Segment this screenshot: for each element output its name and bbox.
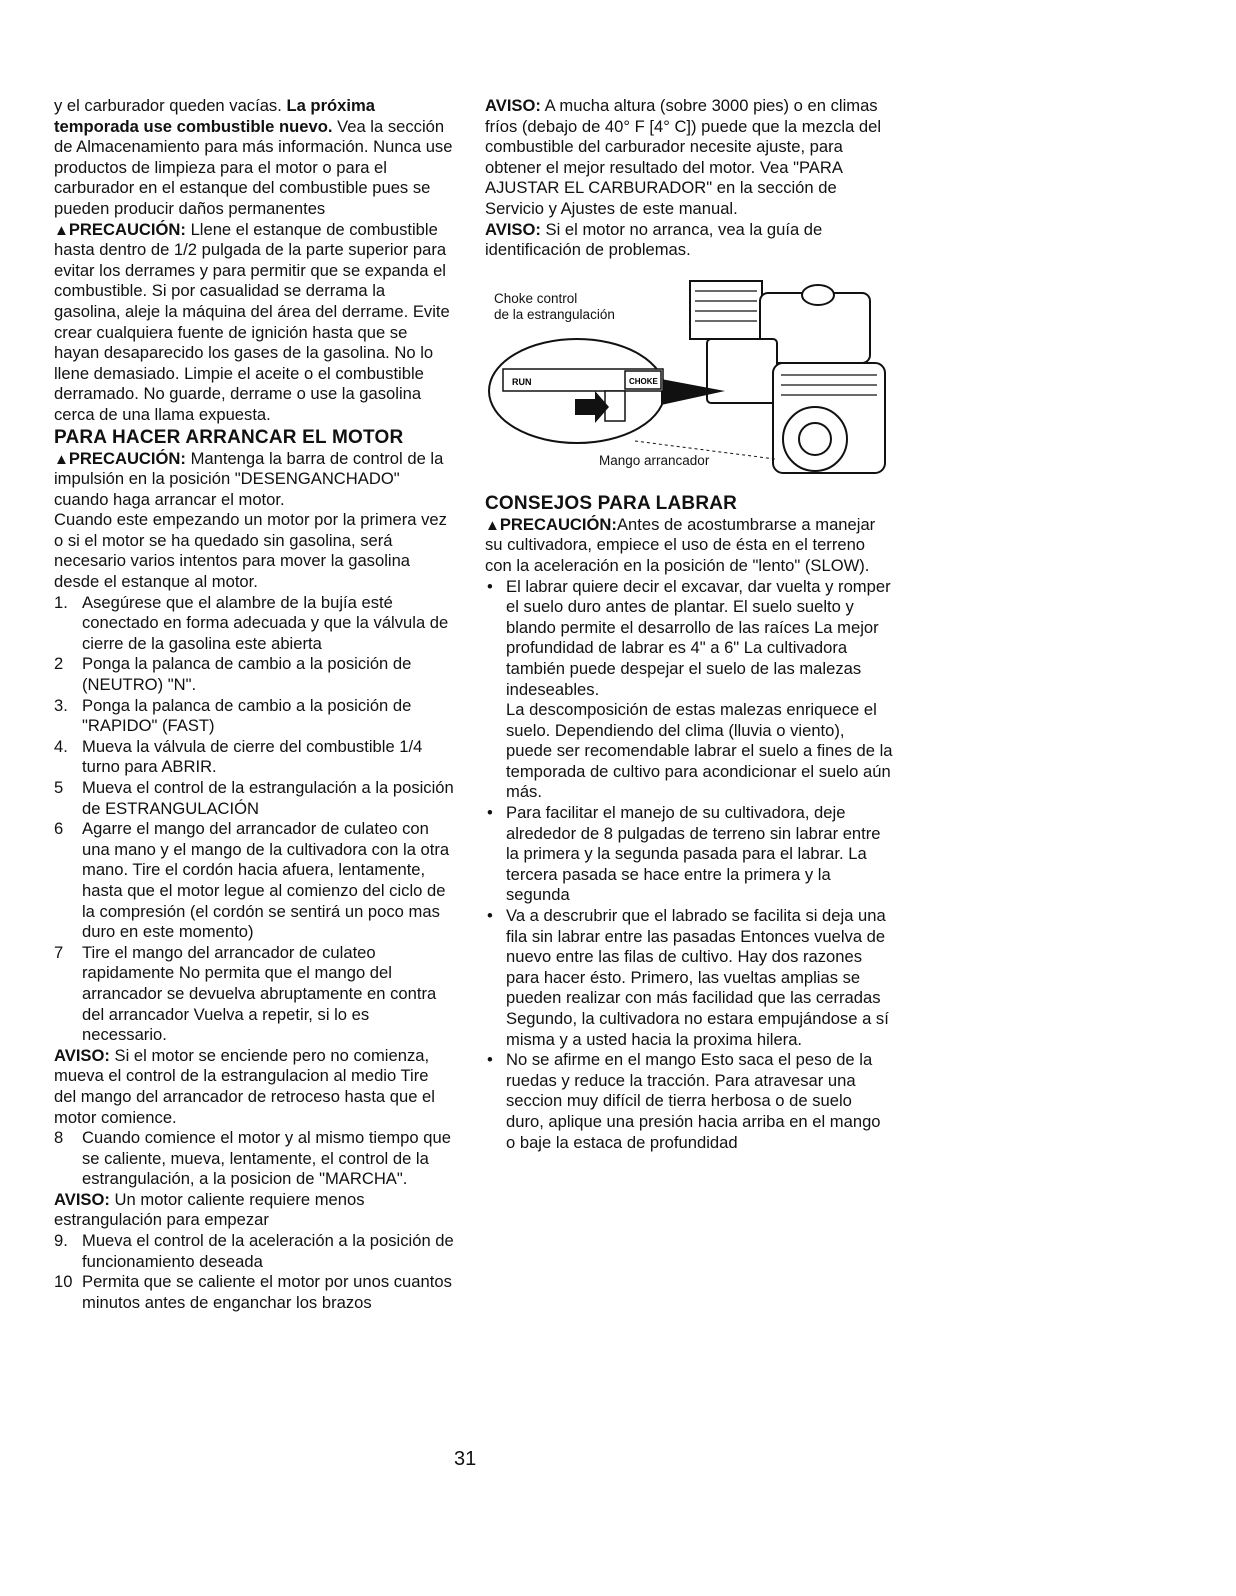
section-heading-tilling-tips: CONSEJOS PARA LABRAR bbox=[485, 492, 738, 514]
bullet-icon: • bbox=[487, 906, 493, 926]
precaution-label: PRECAUCIÓN: bbox=[499, 514, 617, 534]
list-item: • El labrar quiere decir el excavar, dar vuelta y romper el suelo duro antes de plantar. El suelo suelto y blando permite el desarrollo de las raíces La mejor profundidad de labrar es 4" a 6" La cultivadora también puede despejar el suelo de las malezas indeseables. bbox=[487, 576, 891, 699]
left-column bbox=[54, 96, 454, 1313]
precaution-label: PRECAUCIÓN: bbox=[68, 448, 186, 468]
warning-triangle-icon: ▲ bbox=[485, 516, 500, 534]
step-item: 8 Cuando comience el motor y al mismo tiempo que se caliente, mueva, lentamente, el control de la estrangulación, a la posicion de "MARCHA". bbox=[54, 1128, 451, 1189]
step-item: 7 Tire el mango del arrancador de culateo rapidamente No permita que el mango del arrancador se devuelva abruptamente en contra del arrancador Vuelva a repetir, si lo es necessario. bbox=[54, 942, 437, 1045]
precaution-label: PRECAUCIÓN: bbox=[68, 219, 186, 239]
list-item: • Va a descrubrir que el labrado se facilita si deja una fila sin labrar entre las pasadas Entonces vuelva de nuevo entre las filas de cultivo. Hay dos razones para hacer ésto. Primero, las vueltas amplias se pueden realizar con más facilidad que las cerradas Segundo, la cultivadora no estara empujándose a sí misma y a usted hacia la proxima hilera. bbox=[487, 906, 889, 1049]
choke-marking: CHOKE bbox=[629, 376, 658, 386]
recoil-hub bbox=[799, 423, 831, 455]
starter-handle-caption: Mango arrancador bbox=[599, 452, 710, 468]
tilling-tips-list bbox=[485, 577, 893, 1154]
start-intro-paragraph: Cuando este empezando un motor por la primera vez o si el motor se ha quedado sin gasolina, será necesario varios intentos para mover la gasolina desde el estanque al motor. bbox=[54, 510, 447, 592]
intro-bold: La próxima temporada use combustible nuevo. bbox=[54, 96, 375, 136]
bullet-icon: • bbox=[487, 1050, 493, 1070]
fuel-cap bbox=[802, 285, 834, 305]
engine-illustration bbox=[485, 279, 893, 479]
aviso-label: AVISO: bbox=[54, 1045, 110, 1065]
precaution-tilling: ▲PRECAUCIÓN:Antes de acostumbrarse a manejar su cultivadora, empiece el uso de ésta en el terreno con la aceleración en la posición de "lento" (SLOW). bbox=[485, 514, 876, 575]
page-number: 31 bbox=[454, 1448, 477, 1470]
intro-paragraph: y el carburador queden vacías. La próxima temporada use combustible nuevo. Vea la sección de Almacenamiento para más información. Nunca use productos de limpieza para el motor o para el carburador en el estanque del combustible pues se pueden producir daños permanentes bbox=[54, 96, 453, 218]
precaution-fuel: ▲PRECAUCIÓN: Llene el estanque de combustible hasta dentro de 1/2 pulgada de la parte superior para evitar los derrames y para permitir que se expanda el combustible. Si por casualidad se derrama la gasolina, aleje la máquina del área del derrame. Evite crear cualquiera fuente de ignición hasta que se hayan desaparecido los gases de la gasolina. No lo llene demasiado. Limpie el aceite o el combustible derramado. No guarde, derrame o use la gasolina cerca de una llama expuesta. bbox=[54, 219, 450, 424]
engine-shroud bbox=[690, 281, 762, 339]
step-item: 4. Mueva la válvula de cierre del combustible 1/4 turno para ABRIR. bbox=[54, 736, 423, 777]
list-item-continuation: La descomposición de estas malezas enriquece el suelo. Dependiendo del clima (lluvia o viento), puede ser recomendable labrar el suelo a fines de la temporada de cultivo para acondicionar el suelo aún más. bbox=[506, 700, 893, 802]
step-item: 10 Permita que se caliente el motor por unos cuantos minutos antes de enganchar los brazos bbox=[54, 1272, 452, 1312]
air-filter bbox=[707, 339, 777, 403]
start-steps-list bbox=[54, 593, 454, 1046]
run-marking: RUN bbox=[512, 376, 532, 387]
section-heading-start-engine: PARA HACER ARRANCAR EL MOTOR bbox=[54, 426, 404, 448]
step-item: 6 Agarre el mango del arrancador de culateo con una mano y el mango de la cultivadora con la otra mano. Tire el cordón hacia afuera, lentamente, hasta que el motor legue al comienzo del ciclo de la compresión (el cordón se sentirá un poco mas duro en este momento) bbox=[54, 819, 450, 942]
final-steps-list bbox=[54, 1231, 454, 1313]
bullet-icon: • bbox=[487, 803, 493, 823]
list-item: • Para facilitar el manejo de su cultivadora, deje alrededor de 8 pulgadas de terreno sin labrar entre la primera y la segunda pasada para el labrar. La tercera pasada se hace entre la primera y la segunda bbox=[487, 803, 881, 905]
step-item: 5 Mueva el control de la estrangulación a la posición de ESTRANGULACIÓN bbox=[54, 778, 454, 818]
step-item: 9. Mueva el control de la aceleración a la posición de funcionamiento deseada bbox=[54, 1231, 454, 1271]
precaution-start: ▲PRECAUCIÓN: Mantenga la barra de control de la impulsión en la posición "DESENGANCHADO" cuando haga arrancar el motor. bbox=[54, 448, 444, 509]
warning-triangle-icon: ▲ bbox=[54, 221, 69, 239]
aviso-altitude: AVISO: A mucha altura (sobre 3000 pies) o en climas fríos (debajo de 40° F [4° C]) puede que la mezcla del combustible del carburador necesite ajuste, para obtener el mejor resultado del motor. Vea "PARA AJUSTAR EL CARBURADOR" en la sección de Servicio y Ajustes de este manual. bbox=[485, 96, 882, 218]
aviso-label: AVISO: bbox=[54, 1189, 110, 1209]
step-item: 2 Ponga la palanca de cambio a la posición de (NEUTRO) "N". bbox=[54, 654, 412, 695]
step-item: 1. Asegúrese que el alambre de la bujía esté conectado en forma adecuada y que la válvula de cierre de la gasolina este abierta bbox=[54, 592, 449, 653]
aviso-label: AVISO: bbox=[485, 219, 541, 239]
list-item: • No se afirme en el mango Esto saca el peso de la ruedas y reduce la tracción. Para atravesar una seccion muy difícil de tierra herbosa o de suelo duro, aplique una presión hacia arriba en el mango o baje la estaca de profundidad bbox=[487, 1050, 881, 1152]
right-column bbox=[485, 96, 893, 1153]
bullet-icon: • bbox=[487, 576, 493, 596]
aviso-label: AVISO: bbox=[485, 96, 541, 115]
choke-control-caption: Choke control de la estrangulación bbox=[494, 290, 615, 322]
warning-triangle-icon: ▲ bbox=[54, 450, 69, 468]
aviso-troubleshoot: AVISO: Si el motor no arranca, vea la guía de identificación de problemas. bbox=[485, 219, 823, 260]
step-item: 3. Ponga la palanca de cambio a la posición de "RAPIDO" (FAST) bbox=[54, 695, 412, 736]
aviso-choke-half: AVISO: Si el motor se enciende pero no comienza, mueva el control de la estrangulacion al medio Tire del mango del arrancador de retroceso hasta que el motor comience. bbox=[54, 1045, 435, 1127]
aviso-warm-engine: AVISO: Un motor caliente requiere menos estrangulación para empezar bbox=[54, 1189, 365, 1230]
